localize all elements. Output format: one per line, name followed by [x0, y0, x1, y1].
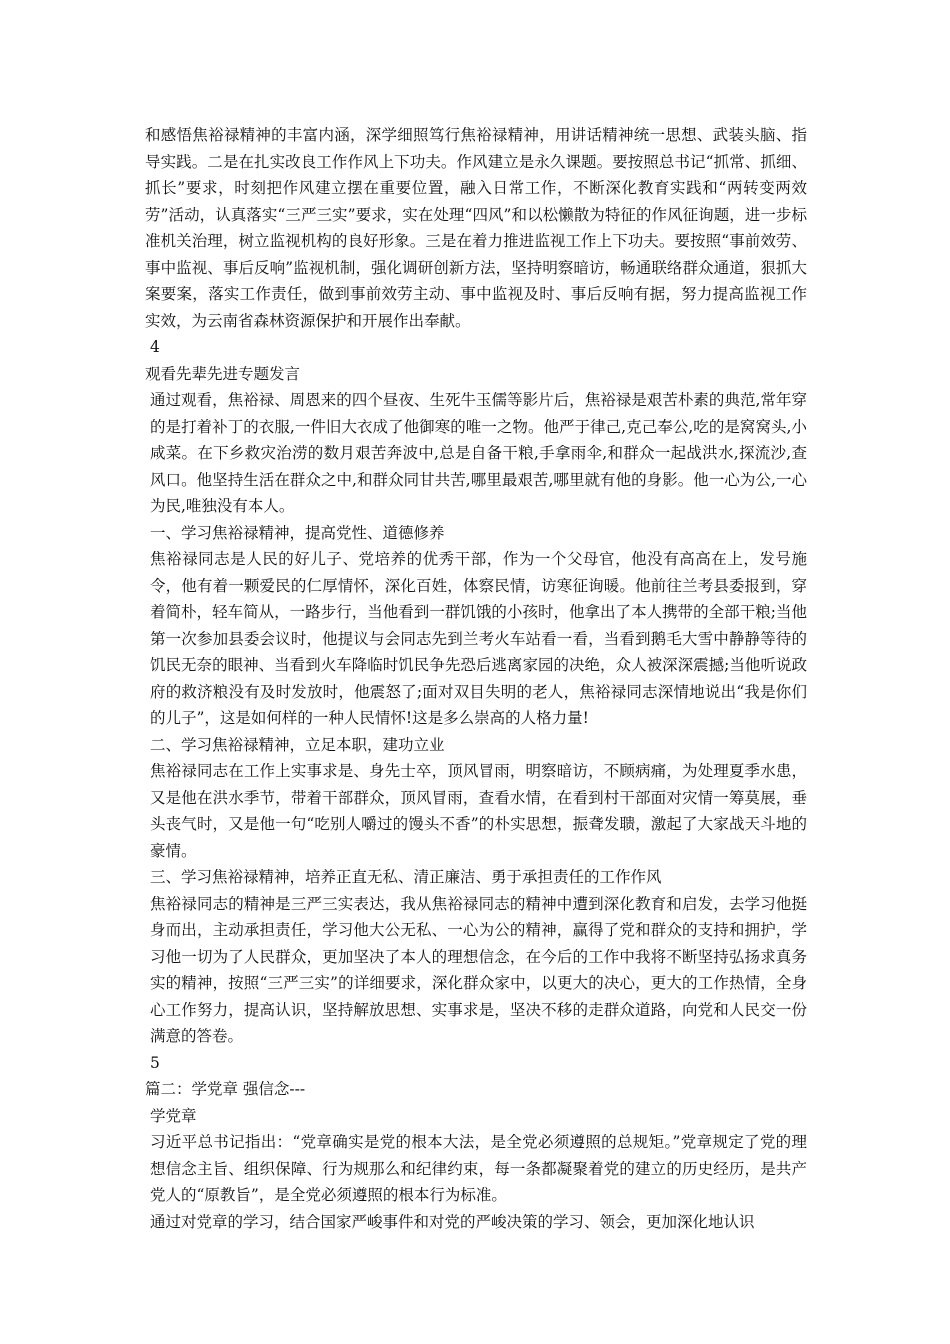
section-heading: 一、学习焦裕禄精神，提高党性、道德修养	[150, 523, 445, 542]
section-heading: 二、学习焦裕禄精神，立足本职，建功立业	[150, 735, 445, 754]
page-number: 4	[150, 338, 160, 356]
paragraph: 通过观看，焦裕禄、周恩来的四个昼夜、生死牛玉儒等影片后，焦裕禄是艰苦朴素的典范,常年穿的是打着补丁的衣服,一件旧大衣成了他御寒的唯一之物。他严于律己,克己奉公,吃的是窝窝头,小咸菜。在下乡救灾治涝的数月艰苦奔波中,总是自备干粮,手拿雨伞,和群众一起战洪水,探流沙,查风口。他坚持生活在群众之中,和群众同甘共苦,哪里最艰苦,哪里就有他的身影。他一心为公,一心为民,唯独没有本人。	[150, 391, 807, 515]
paragraph-continued: 和感悟焦裕禄精神的丰富内涵，深学细照笃行焦裕禄精神，用讲话精神统一思想、武装头脑、指导实践。二是在扎实改良工作作风上下功夫。作风建立是永久课题。要按照总书记“抓常、抓细、抓长”要求，时刻把作风建立摆在重要位置，融入日常工作，不断深化教育实践和“两转变两效劳”活动，认真落实“三严三实”要求，实在处理“四风”和以松懒散为特征的作风征询题，进一步标准机关治理，树立监视机构的良好形象。三是在着力推进监视工作上下功夫。要按照“事前效劳、事中监视、事后反响”监视机制，强化调研创新方法，坚持明察暗访，畅通联络群众通道，狠抓大案要案，落实工作责任，做到事前效劳主动、事中监视及时、事后反响有据，努力提高监视工作实效，为云南省森林资源保护和开展作出奉献。	[145, 126, 807, 330]
document-body	[145, 122, 807, 1235]
paragraph: 焦裕禄同志在工作上实事求是、身先士卒，顶风冒雨，明察暗访，不顾病痛，为处理夏季水患，又是他在洪水季节，带着干部群众，顶风冒雨，查看水情，在看到村干部面对灾情一筹莫展，垂头丧气时，又是他一句“吃别人嚼过的馒头不香”的朴实思想，振聋发聩，激起了大家战天斗地的豪情。	[150, 762, 807, 860]
paragraph: 通过对党章的学习，结合国家严峻事件和对党的严峻决策的学习、领会，更加深化地认识	[150, 1212, 755, 1231]
paragraph: 焦裕禄同志是人民的好儿子、党培养的优秀干部，作为一个父母官，他没有高高在上，发号施令，他有着一颗爱民的仁厚情怀，深化百姓，体察民情，访寒征询暖。他前往兰考县委报到，穿着简朴，轻车简从，一路步行，当他看到一群饥饿的小孩时，他拿出了本人携带的全部干粮;当他第一次参加县委会议时，他提议与会同志先到兰考火车站看一看，当看到鹅毛大雪中静静等待的饥民无奈的眼神、当看到火车降临时饥民争先恐后逃离家园的决绝，众人被深深震撼;当他听说政府的救济粮没有及时发放时，他震怒了;面对双目失明的老人，焦裕禄同志深情地说出“我是你们的儿子”，这是如何样的一种人民情怀!这是多么崇高的人格力量!	[150, 550, 807, 727]
section-heading: 三、学习焦裕禄精神，培养正直无私、清正廉洁、勇于承担责任的工作作风	[150, 868, 662, 886]
page-number: 5	[150, 1053, 160, 1072]
chapter-title: 篇二：学党章 强信念---	[145, 1080, 306, 1098]
section-heading: 学党章	[150, 1106, 197, 1125]
paragraph: 习近平总书记指出：“党章确实是党的根本大法，是全党必须遵照的总规矩。”党章规定了党的理想信念主旨、组织保障、行为规那么和纪律约束，每一条都凝聚着党的建立的历史经历，是共产党人的“原教旨”，是全党必须遵照的根本行为标准。	[150, 1133, 807, 1204]
section-title: 观看先辈先进专题发言	[145, 364, 301, 383]
paragraph: 焦裕禄同志的精神是三严三实表达，我从焦裕禄同志的精神中遭到深化教育和启发，去学习他挺身而出，主动承担责任，学习他大公无私、一心为公的精神，赢得了党和群众的支持和拥护，学习他一切为了人民群众，更加坚决了本人的理想信念，在今后的工作中我将不断坚持弘扬求真务实的精神，按照“三严三实”的详细要求，深化群众家中，以更大的决心，更大的工作热情，全身心工作努力，提高认识，坚持解放思想、实事求是，坚决不移的走群众道路，向党和人民交一份满意的答卷。	[150, 894, 807, 1045]
